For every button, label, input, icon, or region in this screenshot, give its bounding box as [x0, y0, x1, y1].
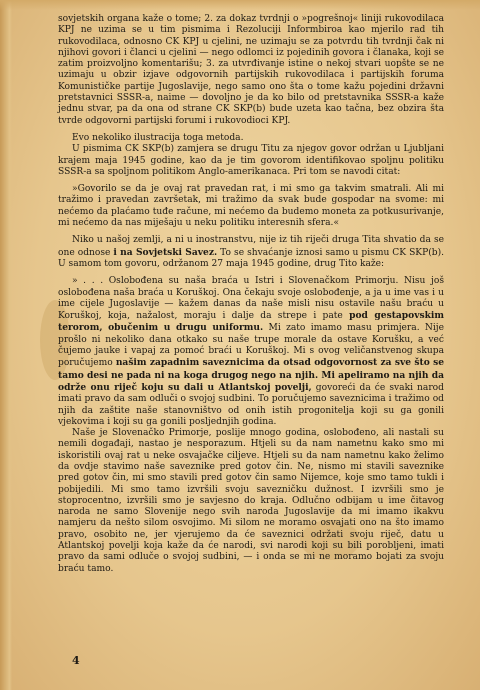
bold-text-segment: našim zapadnim saveznicima da otsad odgovornost za sve što se tamo desi ne pada ni na koga drugog nego na njih. Mi apeliramo na njih da održe onu riječ koju su dali u Atlantskoj povelji, [58, 357, 445, 393]
text-segment: Naše je Slovenačko Primorje, poslije mnogo godina, oslobođeno, ali nastali su nemili događaji, nastao je nesporazum. Htjeli su da nam nametnu kako smo mi iskoristili ovaj rat u neke osvajačke ciljeve. Htjeli su da nam nametnu kako želimo da ovdje stavimo naše saveznike pred gotov čin. Ne, nismo mi stavili saveznike pred gotov čin, mi smo stavili pred gotov čin samo Nijemce, koje smo tamo tukli i pobijedili. Mi smo tamo izvršili svoju savezničku dužnost. I izvršili smo je stoprocentno, izvršili smo je savjesno do kraja. Odlučno odbijam u ime čitavog naroda ne samo Slovenije nego svih naroda Jugoslavije da mi imamo ikakvu namjeru da nešto silom osvojimo. Mi silom ne moramo osvajati ono na što imamo pravo, osobito ne, jer vjerujemo da će saveznici održati svoju riječ, datu u Atlantskoj povelji koja kaže da će narodi, svi narodi koji su bili porobljeni, imati pravo da sami odluče o svojoj sudbini, — i onda se mi ne moramo bojati za svoju braću tamo. [58, 428, 444, 574]
paragraph [58, 235, 444, 270]
text-segment: Mi zato imamo masu primjera. Nije prošlo ni nekoliko dana otkako su naše trupe morale da ostave Korušku, a već čujemo jauke i vapaj za pomoć braći u Koruškoj. Mi s ovog veličanstvenog skupa poručujemo [58, 323, 444, 369]
text-segment: sovjetskih organa kaže o tome; 2. za dokaz tvrdnji o »pogrešnoj« liniji rukovodilaca KPJ ne uzima se u tim pismima i Rezoluciji Informbiroa kao mjerilo rad tih rukovodilaca, odnosno CK KPJ u cjelini, ne uzimaju se za potvrdu tih tvrdnji čak ni njihovi govori i članci u cjelini — nego odlomci iz pojedinih govora i članaka, koji se zatim proizvoljno komentarišu; 3. za utvrđivanje istine o nekoj stvari uopšte se ne uzimaju u obzir izjave odgovornih partijskih rukovodilaca i partijskih foruma Komunističke partije Jugoslavije, nego samo ono šta o tome kažu pojedini državni pretstavnici SSSR-a, naime — dovoljno je da ko bilo od pretstavnika SSSR-a kaže jednu stvar, pa da ona od strane CK SKP(b) bude uzeta kao tačna, bez obzira šta tvrde odgovorni partijski forumi i rukovodioci KPJ. [58, 14, 444, 126]
paragraph [58, 133, 444, 144]
paragraph [58, 276, 444, 428]
text-segment: » . . . Oslobođena su naša braća u Istri i Slovenačkom Primorju. Nisu još oslobođena naša braća u Koruškoj. Ona čekaju svoje oslobođenje, a ja u ime vas i u ime cijele Jugoslavije — kažem danas da naše misli nisu ostavile našu braću u Koruškoj, koja, nažalost, moraju i dalje da strepe i pate [58, 276, 444, 322]
paragraph [58, 428, 444, 575]
paragraph [58, 184, 444, 229]
bold-text-segment: pod gestapovskim terorom, obučenim u drugu uniformu. [58, 310, 444, 334]
page-top-shadow [0, 0, 480, 10]
text-segment: »Govorilo se da je ovaj rat pravedan rat, i mi smo ga takvim smatrali. Ali mi tražimo i pravedan završetak, mi tražimo da svak bude gospodar na svome: mi nećemo da plaćamo tuđe račune, mi nećemo da budemo moneta za potkusurivanje, mi nećemo da nas miješaju u neku politiku interesnih sfera.« [58, 184, 444, 229]
text-segment: govoreći da će svaki narod imati pravo da sam odluči o svojoj sudbini. To poručujemo saveznicima i tražimo od njih da zaštite naše stanovništvo od onih istih progonitelja koji su ga gonili vjekovima i koji su ga gonili posljednjih godina. [58, 382, 444, 427]
paragraph [58, 14, 444, 127]
text-segment: To se shvaćanje iznosi samo u pismu CK SKP(b). U samom tom govoru, održanom 27 maja 1945 godine, drug Tito kaže: [58, 247, 445, 269]
bold-text-segment: i na Sovjetski Savez. [113, 246, 218, 258]
text-segment: Niko u našoj zemlji, a ni u inostranstvu, nije iz tih riječi druga Tita shvatio da se one odnose [58, 235, 444, 258]
page-number: 4 [72, 654, 80, 667]
paragraph [58, 144, 444, 178]
text-segment: Evo nekoliko ilustracija toga metoda. [72, 132, 244, 143]
page-edge-shadow [0, 0, 12, 690]
body-text [58, 14, 444, 575]
text-segment: U pismima CK SKP(b) zamjera se drugu Titu za njegov govor održan u Ljubljani krajem maja 1945 godine, kao da je tim govorom identifikovao spoljnu politiku SSSR-a sa spoljnom politikom Anglo-amerikanaca. Pri tom se navodi citat: [58, 144, 444, 177]
